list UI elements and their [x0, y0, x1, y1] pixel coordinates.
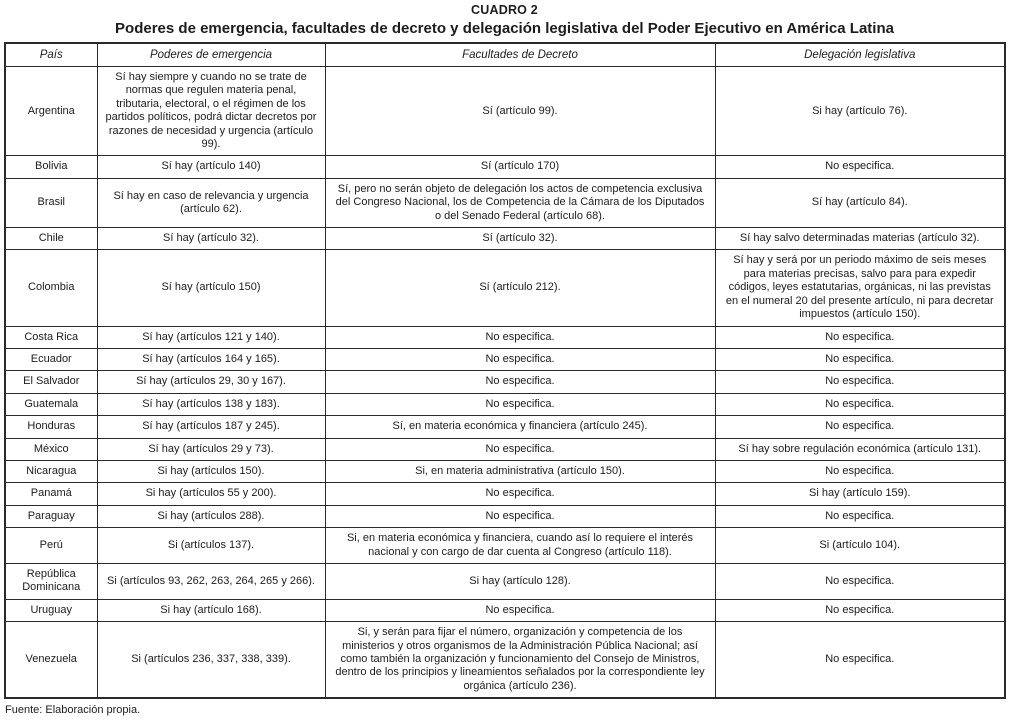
table-row: [5, 156, 1005, 178]
cell-poderes: Sí hay (artículos 29 y 73).: [97, 438, 325, 460]
cell-poderes: Si (artículos 236, 337, 338, 339).: [97, 622, 325, 699]
cell-poderes: Si (artículos 137).: [97, 528, 325, 564]
cell-poderes: Sí hay (artículo 32).: [97, 228, 325, 250]
cell-poderes: Sí hay (artículos 29, 30 y 167).: [97, 371, 325, 393]
table-row: [5, 528, 1005, 564]
cell-delegacion: No especifica.: [715, 460, 1005, 482]
cell-facultades: No especifica.: [325, 438, 715, 460]
cell-delegacion: No especifica.: [715, 599, 1005, 621]
cell-delegacion: No especifica.: [715, 563, 1005, 599]
cell-facultades: Si, y serán para fijar el número, organización y competencia de los ministerios y otros organismos de la Administración Pública Nacional; así como también la organización y funcionamiento del Consejo de Ministros, dentro de los principios y lineamientos señalados por la correspondiente ley orgánica (artículo 236).: [325, 622, 715, 699]
column-header-facultades: Facultades de Decreto: [325, 43, 715, 67]
cell-delegacion: Si hay (artículo 76).: [715, 67, 1005, 156]
table-row: [5, 438, 1005, 460]
cell-facultades: No especifica.: [325, 599, 715, 621]
cell-pais: Chile: [5, 228, 97, 250]
cell-poderes: Sí hay (artículos 121 y 140).: [97, 326, 325, 348]
cell-pais: El Salvador: [5, 371, 97, 393]
cell-poderes: Sí hay (artículo 140): [97, 156, 325, 178]
table-kicker: CUADRO 2: [471, 3, 538, 17]
table-row: [5, 178, 1005, 227]
column-header-delegacion: Delegación legislativa: [715, 43, 1005, 67]
column-header-poderes: Poderes de emergencia: [97, 43, 325, 67]
cell-poderes: Si hay (artículos 288).: [97, 505, 325, 527]
table-row: [5, 505, 1005, 527]
table-row: [5, 371, 1005, 393]
cell-facultades: No especifica.: [325, 483, 715, 505]
cell-delegacion: Si (artículo 104).: [715, 528, 1005, 564]
cell-poderes: Sí hay (artículos 138 y 183).: [97, 393, 325, 415]
cell-delegacion: No especifica.: [715, 505, 1005, 527]
cell-facultades: No especifica.: [325, 393, 715, 415]
cell-pais: Uruguay: [5, 599, 97, 621]
cell-delegacion: Sí hay y será por un periodo máximo de seis meses para materias precisas, salvo para para expedir códigos, leyes estatutarias, orgánicas, ni las previstas en el numeral 20 del presente artículo, ni para decretar impuestos (artículo 150).: [715, 250, 1005, 326]
cell-poderes: Sí hay (artículo 150): [97, 250, 325, 326]
source-note: Fuente: Elaboración propia.: [5, 704, 141, 717]
table-row: [5, 250, 1005, 326]
table-row: [5, 563, 1005, 599]
cell-delegacion: Sí hay salvo determinadas materias (artículo 32).: [715, 228, 1005, 250]
cell-facultades: Sí (artículo 170): [325, 156, 715, 178]
cell-delegacion: No especifica.: [715, 348, 1005, 370]
cell-delegacion: No especifica.: [715, 622, 1005, 699]
cell-facultades: No especifica.: [325, 348, 715, 370]
cell-delegacion: No especifica.: [715, 393, 1005, 415]
table-row: [5, 393, 1005, 415]
cell-pais: Paraguay: [5, 505, 97, 527]
cell-poderes: Sí hay (artículos 187 y 245).: [97, 416, 325, 438]
table-row: [5, 416, 1005, 438]
cell-delegacion: No especifica.: [715, 156, 1005, 178]
cell-delegacion: No especifica.: [715, 371, 1005, 393]
column-header-pais: País: [5, 43, 97, 67]
table-row: [5, 326, 1005, 348]
table-row: [5, 622, 1005, 699]
cell-facultades: Sí (artículo 32).: [325, 228, 715, 250]
cell-poderes: Sí hay (artículos 164 y 165).: [97, 348, 325, 370]
cell-facultades: No especifica.: [325, 505, 715, 527]
cell-facultades: Sí, pero no serán objeto de delegación los actos de competencia exclusiva del Congreso Nacional, los de Competencia de la Cámara de los Diputados o del Senado Federal (artículo 68).: [325, 178, 715, 227]
table-title: Poderes de emergencia, facultades de decreto y delegación legislativa del Poder Ejecutivo en América Latina: [115, 20, 894, 37]
table-row: [5, 599, 1005, 621]
cell-facultades: Sí (artículo 99).: [325, 67, 715, 156]
cell-pais: Nicaragua: [5, 460, 97, 482]
cell-facultades: Sí (artículo 212).: [325, 250, 715, 326]
cell-pais: Costa Rica: [5, 326, 97, 348]
cell-facultades: No especifica.: [325, 371, 715, 393]
cell-delegacion: Si hay (artículo 159).: [715, 483, 1005, 505]
cell-facultades: No especifica.: [325, 326, 715, 348]
cell-poderes: Si hay (artículo 168).: [97, 599, 325, 621]
cell-pais: Ecuador: [5, 348, 97, 370]
cell-delegacion: Sí hay (artículo 84).: [715, 178, 1005, 227]
comparison-table: [4, 42, 1006, 699]
cell-pais: Honduras: [5, 416, 97, 438]
table-row: [5, 348, 1005, 370]
cell-poderes: Si (artículos 93, 262, 263, 264, 265 y 266).: [97, 563, 325, 599]
cell-facultades: Si hay (artículo 128).: [325, 563, 715, 599]
cell-pais: Guatemala: [5, 393, 97, 415]
cell-facultades: Si, en materia económica y financiera, cuando así lo requiere el interés nacional y con cargo de dar cuenta al Congreso (artículo 118).: [325, 528, 715, 564]
cell-pais: Brasil: [5, 178, 97, 227]
cell-poderes: Si hay (artículos 55 y 200).: [97, 483, 325, 505]
cell-pais: Bolivia: [5, 156, 97, 178]
table-body: [5, 67, 1005, 699]
cell-delegacion: No especifica.: [715, 326, 1005, 348]
header-row: [5, 43, 1005, 67]
cell-pais: Perú: [5, 528, 97, 564]
cell-delegacion: Sí hay sobre regulación económica (artículo 131).: [715, 438, 1005, 460]
table-row: [5, 67, 1005, 156]
cell-poderes: Sí hay en caso de relevancia y urgencia (artículo 62).: [97, 178, 325, 227]
table-row: [5, 460, 1005, 482]
cell-facultades: Si, en materia administrativa (artículo 150).: [325, 460, 715, 482]
table-row: [5, 228, 1005, 250]
cell-pais: México: [5, 438, 97, 460]
cell-delegacion: No especifica.: [715, 416, 1005, 438]
table-row: [5, 483, 1005, 505]
table-header: [5, 43, 1005, 67]
cell-pais: Panamá: [5, 483, 97, 505]
cell-poderes: Sí hay siempre y cuando no se trate de normas que regulen materia penal, tributaria, electoral, o el régimen de los partidos políticos, podrá dictar decretos por razones de necesidad y urgencia (artículo 99).: [97, 67, 325, 156]
cell-poderes: Si hay (artículos 150).: [97, 460, 325, 482]
cell-pais: República Dominicana: [5, 563, 97, 599]
cell-pais: Venezuela: [5, 622, 97, 699]
cell-facultades: Sí, en materia económica y financiera (artículo 245).: [325, 416, 715, 438]
cell-pais: Colombia: [5, 250, 97, 326]
cell-pais: Argentina: [5, 67, 97, 156]
